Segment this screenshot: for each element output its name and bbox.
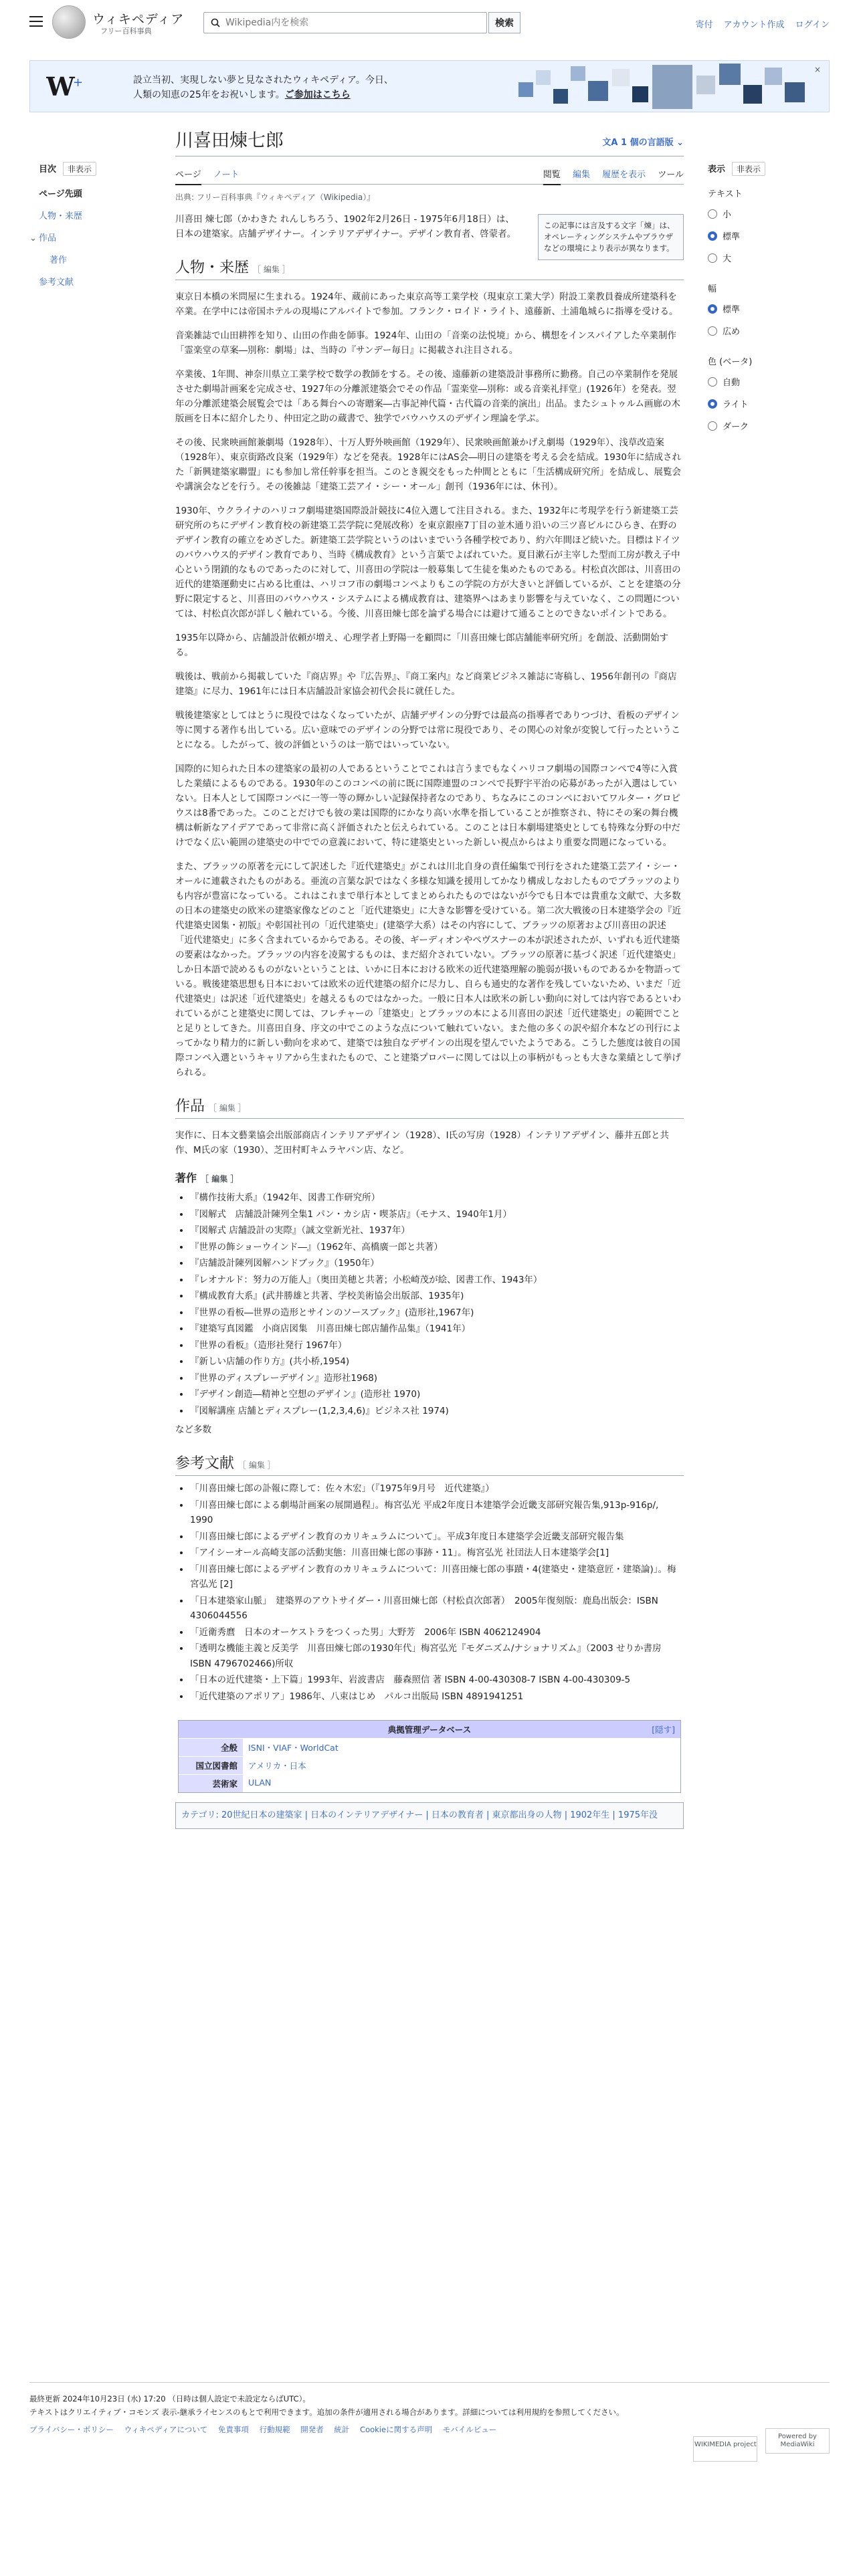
list-item: • 『店舗設計陳列図解ハンドブック』（1950年） [190,1256,684,1271]
footer-link[interactable]: 統計 [334,2425,350,2434]
last-updated: 最終更新 2024年10月23日 (水) 17:20 （日時は個人設定で未設定ならばUTC）。 [29,2394,310,2403]
wikipedia-globe-logo[interactable] [52,5,86,39]
footer-link[interactable]: プライバシー・ポリシー [29,2425,114,2434]
wikimedia-badge[interactable]: WIKIMEDIA project [693,2436,757,2462]
list-item: • 『図解講座 店舗とディスプレー(1,2,3,4,6)』ビジネス社 1974) [190,1404,684,1419]
tab-tools[interactable]: ツール [658,170,684,180]
list-item: • 『世界の看板』（造形社発行 1967年） [190,1338,684,1354]
donate-link[interactable]: 寄付 [695,20,713,30]
list-item: • 『新しい店舗の作り方』(共小桥,1954) [190,1354,684,1370]
list-item: • 『世界のディスプレーデザイン』造形社1968) [190,1371,684,1386]
history-paragraph: 1935年以降から、店舗設計依頼が増え、心理学者上野陽一を顧問に「川喜田煉七郎店舗能率研究所」を創設、活動開始する。 [175,633,669,658]
books-more: など多数 [175,1424,211,1435]
works-paragraph: 実作に、日本文藝業協会出版部商店インテリアデザイン（1928）、I氏の写房（1928）インテリアデザイン、藤井五郎と共作、M氏の家（1930）、芝田村町キムラヤパン店、など。 [175,1130,669,1156]
login-link[interactable]: ログイン [795,20,830,30]
svg-text:W: W [46,72,75,102]
personal-tools [687,17,830,30]
search-input[interactable] [225,15,480,30]
page-title: 川喜田煉七郎 [175,128,684,156]
authority-key: 芸術家 [179,1775,243,1792]
footer-link[interactable]: ウィキペディアについて [124,2425,208,2434]
list-item: • 『デザイン創造―精神と空想のデザイン』(造形社 1970) [190,1387,684,1402]
banner-cta-link[interactable]: ご参加はこちら [284,90,351,100]
site-header [0,0,859,45]
width-wide-option[interactable]: 広め [708,324,828,337]
footer-link[interactable]: モバイルビュー [442,2425,497,2434]
appearance-title: 表示 [708,165,726,175]
color-light-option[interactable]: ライト [708,397,828,410]
radio-button[interactable] [708,377,717,387]
list-item: • 「川喜田煉七郎の訃報に際して：佐々木宏」（『1975年9月号 近代建築』） [190,1481,684,1497]
site-title[interactable]: ウィキペディア [92,12,185,27]
list-item: • 『図解式 店舗設計の実際』（誠文堂新光社、1937年） [190,1223,684,1239]
list-item: • 『構成教育大系』(武井勝雄と共著、学校美術協会出版部、1935年) [190,1289,684,1304]
appearance-hide-button[interactable]: 非表示 [732,162,765,176]
list-item: • 「日本建築家山脈」 建築界のアウトサイダー・川喜田煉七郎（村松貞次郎著） 2005年復刻版：鹿島出版会：ISBN 4306044556 [190,1594,684,1624]
radio-button-selected[interactable] [708,304,717,314]
list-item: • 『構作技術大系』（1942年、図書工作研究所） [190,1190,684,1206]
search-box [203,12,487,33]
puzzle-illustration [518,62,813,112]
toc-hide-button[interactable]: 非表示 [63,162,96,176]
list-item: • 『図解式 店舗設計陳列全集1 パン・カシ店・喫茶店』（モナス、1940年1月） [190,1207,684,1222]
category-links[interactable]: カテゴリ: 20世紀日本の建築家 | 日本のインテリアデザイナー | 日本の教育者 | 東京都出身の人物 | 1902年生 | 1975年没 [175,1802,684,1829]
history-paragraph: その後、民衆映画館兼劇場（1928年）、十万人野外映画館（1929年）、民衆映画館兼かげえ劇場（1929年）、浅草改造案（1928年）、東京街路改良案（1929年）などを発表。1928年にはAS会―明日の建築を考える会を結成。1930年に結成された「新興建築家聯盟」にも参加し常任幹事を担当。このとき親交をもった仲間とともに「生活構成研究所」を結成し、展覧会や講演会などを行う。その後雑誌「建築工芸アイ・シー・オール」創刊（1936年には、休刊）。 [175,437,681,492]
toc-item-references[interactable]: 参考文献 [39,278,74,288]
table-of-contents [29,162,159,297]
authority-key: 全般 [179,1739,243,1756]
section-edit-link[interactable]: ［ 編集 ］ [253,265,290,274]
authority-value[interactable]: ULAN [243,1775,680,1792]
footer-link[interactable]: 開発者 [300,2425,324,2434]
banner-line-1: 設立当初、実現しない夢と見なされたウィキペディア。今日、 [133,75,393,86]
license-text: テキストはクリエイティブ・コモンズ 表示-継承ライセンスのもとで利用できます。追加の条件が適用される場合があります。詳細については利用規約を参照してください。 [29,2407,624,2417]
width-label: 幅 [708,284,717,294]
text-size-small-option[interactable]: 小 [708,207,828,220]
toc-title: 目次 [39,165,57,175]
article-source-note: 出典: フリー百科事典『ウィキペディア（Wikipedia）』 [175,193,375,202]
chevron-down-icon: ⌄ [673,138,684,148]
authority-hide-link[interactable]: [隠す] [652,1725,675,1735]
radio-button[interactable] [708,253,717,263]
notice-box: この記事には言及する文字「煉」は、オペレーティングシステムやブラウザなどの環境により表示が異なります。 [538,214,684,260]
tab-history[interactable]: 履歴を表示 [602,170,646,180]
svg-text:+: + [73,76,84,90]
footer-link[interactable]: Cookieに関する声明 [360,2425,433,2434]
text-size-label: テキスト [708,189,743,199]
create-account-link[interactable]: アカウント作成 [723,20,785,30]
radio-button[interactable] [708,421,717,431]
authority-value[interactable]: アメリカ・日本 [243,1757,680,1774]
site-tagline: フリー百科事典 [100,27,152,35]
language-icon: 文A [602,138,621,148]
references-list [175,1481,684,1704]
tab-talk[interactable]: ノート [213,170,240,180]
search-icon [211,18,220,27]
footer-link[interactable]: 免責事項 [217,2425,249,2434]
text-size-large-option[interactable]: 大 [708,251,828,264]
toc-item-works[interactable]: 作品 [39,233,57,243]
list-item: • 『世界の飾ショーウインド―』（1962年、高橋廣一郎と共著） [190,1240,684,1255]
toc-item-books[interactable]: 著作 [50,255,68,265]
article-lead: 川喜田 煉七郎（かわきた れんしちろう、1902年2月26日 - 1975年6月18日）は、日本の建築家。店舗デザイナー。インテリアデザイナー。デザイン教育者、啓蒙者。 [175,214,516,239]
radio-button-selected[interactable] [708,399,717,409]
wikipedia-25-logo [46,70,96,102]
list-item: • 『建築写真図鑑 小商店図集 川喜田煉七郎店舗作品集』（1941年） [190,1321,684,1337]
list-item: • 「アイシーオール高崎支部の活動実態：川喜田煉七郎の事跡・11」。梅宮弘光 社団法人日本建築学会[1] [190,1545,684,1561]
list-item: • 『レオナルド：努力の万能人』（奥田美穂と共著；小松崎茂が絵、図書工作、1943年） [190,1273,684,1288]
history-paragraph: 音楽雑誌で山田耕筰を知り、山田の作曲を師事。1924年、山田の「音楽の法悦境」から、構想をインスパイアした卒業制作「霊楽堂の草案―別称：劇場」は、当時の『サンデー毎日』に掲載され注目される。 [175,330,677,356]
toc-item-top[interactable]: ページ先頭 [39,189,82,199]
toc-item-history[interactable]: 人物・来歴 [39,211,83,221]
list-item: • 「川喜田煉七郎によるデザイン教育のカリキュラムについて」。平成3年度日本建築学会近畿支部研究報告集 [190,1529,684,1545]
page-footer [29,2382,830,2448]
mediawiki-badge[interactable]: Powered by MediaWiki [765,2428,830,2454]
history-paragraph: 戦後は、戦前から掲載していた『商店界』や『広告界』、『商工案内』など商業ビジネス雑誌に寄稿し、1956年創刊の『商店建築』に尽力、1961年には日本店舗設計家協会初代会長に就任した。 [175,671,677,697]
footer-link[interactable]: 行動規範 [259,2425,290,2434]
section-heading-works: 作品 ［ 編集 ］ [175,1095,684,1119]
authority-value[interactable]: ISNI・VIAF・WorldCat [243,1739,680,1756]
authority-caption[interactable]: 典拠管理データベース [387,1725,472,1735]
color-label: 色 (ベータ) [708,357,753,367]
tab-read[interactable]: 閲覧 [543,170,561,185]
appearance-panel [708,162,828,441]
list-item: • 「近代建築のアポリア」1986年、八束はじめ パルコ出版局 ISBN 4891941251 [190,1689,684,1705]
list-item: • 「川喜田煉七郎による劇場計画案の展開過程」。梅宮弘光 平成2年度日本建築学会近畿支部研究報告集,913p-916p/, 1990 [190,1498,684,1528]
section-edit-link[interactable]: ［ 編集 ］ [209,1103,246,1113]
history-paragraph: 卒業後、1年間、神奈川県立工業学校で数学の教師をする。その後、遠藤新の建築設計事務所に勤務。自己の卒業制作を発展させた劇場計画案を完成させ、1927年の分離派建築会でその作品「霊楽堂―別称：或る音楽礼拝堂」(1926年）を発表。翌年の分離派建築会展覧会では「ある舞台への寄贈案―古事記神代篇・古代篇の音楽的演出」出品。またシュトゥルム画廊の木版画を日本に紹介したり、仲田定之助の蔵書で、独学でバウハウスのデザイン理論を学ぶ。 [175,369,680,424]
list-item: • 「近衛秀麿 日本のオーケストラをつくった男」大野芳 2006年 ISBN 4062124904 [190,1625,684,1640]
language-button[interactable]: 文A 1 個の言語版 ⌄ [602,138,684,148]
list-item: • 『世界の看板―世界の造形とサインのソースブック』(造形社,1967年) [190,1305,684,1321]
books-list [175,1190,684,1418]
section-edit-link[interactable]: ［ 編集 ］ [201,1174,239,1184]
color-dark-option[interactable]: ダーク [708,419,828,432]
tab-page[interactable]: ページ [175,170,201,185]
main-menu-icon[interactable] [29,16,43,27]
banner-close-button[interactable]: × [814,65,821,74]
section-heading-books: 著作 ［ 編集 ］ [175,1172,239,1184]
color-auto-option[interactable]: 自動 [708,375,828,388]
fundraising-banner [29,60,830,112]
history-paragraph: 国際的に知られた日本の建築家の最初の人であるということでこれは言うまでもなくハリコフ劇場の国際コンペで4等に入賞した業績によるものである。1930年のこのコンペの前に既に国際連盟のコンペで長野宇平治の応募があったが入選はしていない。日本人として国際コンペに一等一等の輝かしい記録保持者なのであり、ちなみにこのコンペにおいてワルター・グロピウスは8番であった。このことだけでも彼の業は国際的にかなり高い水準を指していることが推察され、特にその案の舞台機構は斬新なアイデアであって非常に高く評価されたと伝えられている。このことは日本劇場建築史としても特殊な分野の中だけでなく広い範囲の建築史の中ででの意義において、特に建築史といった新しい視点からはより重要な問題になっている。 [175,764,681,848]
chevron-down-icon[interactable]: ⌄ [29,233,37,243]
width-standard-option[interactable]: 標準 [708,302,828,315]
history-paragraph: また、ブラッツの原著を元にして訳述した『近代建築史』がこれは川北自身の責任編集で刊行をされた建築工芸アイ・シー・オールに連載されたものがある。亜流の言葉な訳ではなく多様な知識を援用してかなり構成しなおしたものでブラッツのよりも内容が豊富になっている。これはこれまで単行本としてまとめられたものではないが今でも日本では貴重な文献で、大多数の日本の建築史の欧米の建築家像などのこと「近代建築史」に大きな影響を受けている。第二次大戦後の日本建築学会の『近代建築史図集・初版』や彰国社刊の「近代建築史」(建築学大系）はその内容にして、ブラッツの原著および川喜田の訳述「近代建築史」に多く含まれているからである。その後、ギーディオンやペヴスナーの本が訳述されたが、いずれも近代建築の要素はなかった。ブラッツの内容を凌駕するものは、まだ紹介されていない。ブラッツの原著に基づく訳述「近代建築史」しか日本語で読めるものがないということは、いかに日本における欧米の近代建築理解の脆弱が扱いものであるかを物語っている。戦後建築思想も日本においては欧米の近代建築の紹介に尽力し、自らも通史的な著作を残していないため、いまだ「近代建築史」は訳述「近代建築史」を越えるものではなかった。一般に日本人は欧米の新しい動向に対しては内容であるといわれているがこと建築史に関しては、フレチャーの「建築史」とブラッツの本による川喜田の訳述「近代建築史」の範囲でことと足りとしてきた。川喜田自身、序文の中でこのような点について触れていない。また他の多くの訳や紹介本などの刊行によってかなり精力的に新しい動向を求めて、建築では独自なデザインの出現を望んでいたようである。こうした態度は彼自の国際コンペ入選というキャリアから生まれたもので、こと建築プロパーに関しては以上の事柄がもっとも大きな業績として挙げられる。 [175,861,681,1078]
authority-control-box [178,1720,681,1793]
section-edit-link[interactable]: ［ 編集 ］ [238,1461,276,1470]
history-paragraph: 東京日本橋の米問屋に生まれる。1924年、蔵前にあった東京高等工業学校（現東京工業大学）附設工業教員養成所建築科を卒業。在学中には帝国ホテルの現場にアルバイトで参加。フランク・ロイド・ライト、遠藤新、土浦亀城らに指導を受ける。 [175,292,678,317]
list-item: • 「日本の近代建築・上下篇」1993年、岩波書店 藤森照信 著 ISBN 4-00-430308-7 ISBN 4-00-430309-5 [190,1673,684,1688]
article-content [175,128,684,1829]
text-size-standard-option[interactable]: 標準 [708,229,828,242]
banner-line-2: 人類の知恵の25年をお祝いします。 [133,90,285,100]
list-item: • 「川喜田煉七郎によるデザイン教育のカリキュラムについて：川喜田煉七郎の事蹟・4(建築史・建築意匠・建築論)」。梅宮弘光 [2] [190,1562,684,1592]
radio-button[interactable] [708,326,717,336]
section-heading-references: 参考文献 ［ 編集 ］ [175,1452,684,1476]
history-paragraph: 1930年、ウクライナのハリコフ劇場建築国際設計競技に4位入選して注目される。また、1932年に考現学を行う新建築工芸研究所のちにデザイン教育校の新建築工芸学院に発展改称）を東京銀座7丁目の並木通り沿いの三ツ喜ビルにひらき、在野のデザイン教育の確立をめざした。新建築工芸学院というのはいまでいう各種学校であり、約六年間ほど続いた。目標はドイツのバウハウス的デザイン教育であり、当時《構成教育》という言葉でよばれていた。夏目漱石が主宰した型而工房が教え子中心という閉鎖的なものであったのに対して、川喜田の学院は一般募集して生徒を集めたものである。村松貞次郎は、川喜田の近代的建築運動史に占める比重は、ハリコフ市の劇場コンペよりもこの学院の方が大きいと評価しているが、ことを建築の分野に限定すると、川喜田のバウハウス・システムによる構成教育は、建築界へはあまり影響を与えていなく、この問題については、村松貞次郎が詳しく触れている。今後、川喜田煉七郎を論ずる場合には避けて通ることのできないポイントである。 [175,506,681,619]
search-button[interactable]: 検索 [488,12,520,33]
radio-button-selected[interactable] [708,231,717,241]
history-paragraph: 戦後建築家としてはとうに現役ではなくなっていたが、店舗デザインの分野では最高の指導者でありつづけ、看板のデザイン等に関する著作も出している。広い意味でのデザインの分野では常に現役であり、その関心の対象が変貌して行ったということになる。したがって、彼の評価というのは一筋ではいっていない。 [175,710,681,750]
tab-edit[interactable]: 編集 [572,170,590,180]
radio-button[interactable] [708,209,717,219]
section-heading-history: 人物・来歴 ［ 編集 ］ [175,256,684,280]
list-item: • 「透明な機能主義と反美学 川喜田煉七郎の1930年代」梅宮弘光『モダニズム/ナショナリズム』（2003 せりか書房 ISBN 4796702466)所収 [190,1641,684,1671]
authority-key: 国立図書館 [179,1757,243,1774]
page-tabs [175,165,684,185]
